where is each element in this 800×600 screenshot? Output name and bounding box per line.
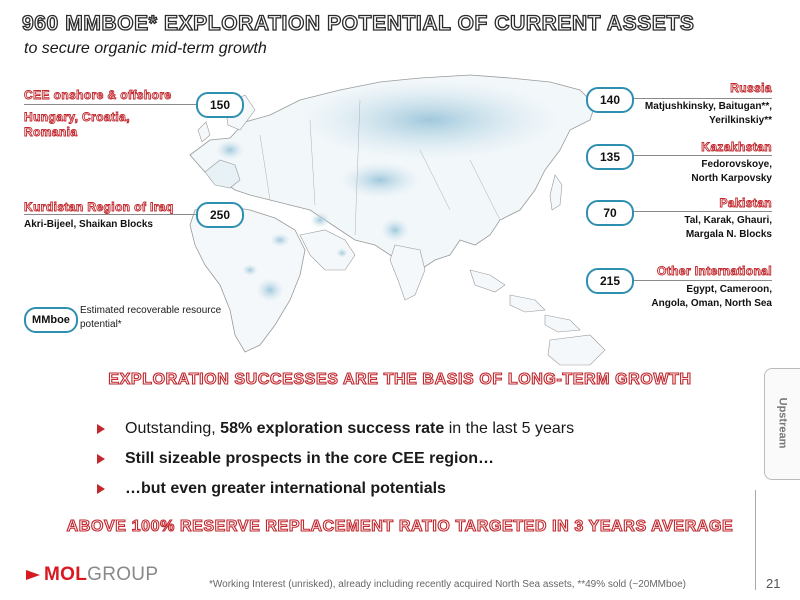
mol-logo-icon [26,570,40,580]
region-kazakhstan-title: Kazakhstan [701,140,772,154]
bullet-list [97,414,574,504]
legend-text: Estimated recoverable resource potential* [80,305,222,330]
region-cee-line [24,104,196,105]
region-other-value: 215 [586,268,634,294]
bullet-1-highlight: 58% exploration success rate [220,420,445,437]
page-number: 21 [766,576,781,591]
region-other-countries: Egypt, Cameroon, Angola, Oman, North Sea [651,284,772,309]
region-kazakhstan-value: 135 [586,144,634,170]
region-other-title: Other International [657,264,772,278]
bullet-3-text: …but even greater international potentials [125,480,446,497]
page-subtitle: to secure organic mid-term growth [24,40,267,57]
page-title: 960 MMBOE* EXPLORATION POTENTIAL OF CURRENT ASSETS [22,12,695,35]
bottom-heading: ABOVE 100% RESERVE REPLACEMENT RATIO TARGETED IN 3 YEARS AVERAGE [66,518,734,535]
region-cee-countries: Hungary, Croatia, Romania [24,110,130,139]
region-pakistan-blocks: Tal, Karak, Ghauri, Margala N. Blocks [684,215,772,240]
bullet-item-3 [97,474,574,504]
bullet-item-1 [97,414,574,444]
region-pakistan-value: 70 [586,200,634,226]
bullet-arrow-icon [97,424,105,434]
region-kurdistan-value: 250 [196,202,244,228]
region-pakistan-title: Pakistan [719,196,772,210]
footnote: *Working Interest (unrisked), already including recently acquired North Sea assets, **49% sold (~20MMboe) [209,579,686,590]
section-heading: EXPLORATION SUCCESSES ARE THE BASIS OF LONG-TERM GROWTH [108,371,692,388]
region-russia-line [632,98,772,99]
side-tab-label: Upstream [776,397,788,449]
region-russia-title: Russia [730,81,772,95]
bullet-arrow-icon [97,454,105,464]
region-cee-title: CEE onshore & offshore [24,88,172,102]
region-kurdistan-line [24,214,196,215]
bullet-arrow-icon [97,484,105,494]
mol-group-logo: MOLGROUP [44,564,159,585]
region-cee-value: 150 [196,92,244,118]
side-tab-label-wrap [764,368,800,478]
legend-badge: MMboe [24,307,78,333]
footer-divider [755,490,756,590]
region-russia-fields: Matjushkinsky, Baitugan**, Yerilkinskiy** [644,101,772,126]
region-kurdistan-blocks: Akri-Bijeel, Shaikan Blocks [24,219,153,230]
region-pakistan-line [632,211,772,212]
bullet-1-text-end: in the last 5 years [444,420,575,437]
region-other-line [632,280,772,281]
region-kazakhstan-line [632,155,772,156]
bullet-2-text: Still sizeable prospects in the core CEE region… [125,450,494,467]
bullet-1-text-start: Outstanding, [125,420,221,437]
region-kazakhstan-fields: Fedorovskoye, North Karpovsky [691,159,772,184]
region-kurdistan-title: Kurdistan Region of Iraq [24,200,174,214]
region-russia-value: 140 [586,87,634,113]
bullet-item-2 [97,444,574,474]
